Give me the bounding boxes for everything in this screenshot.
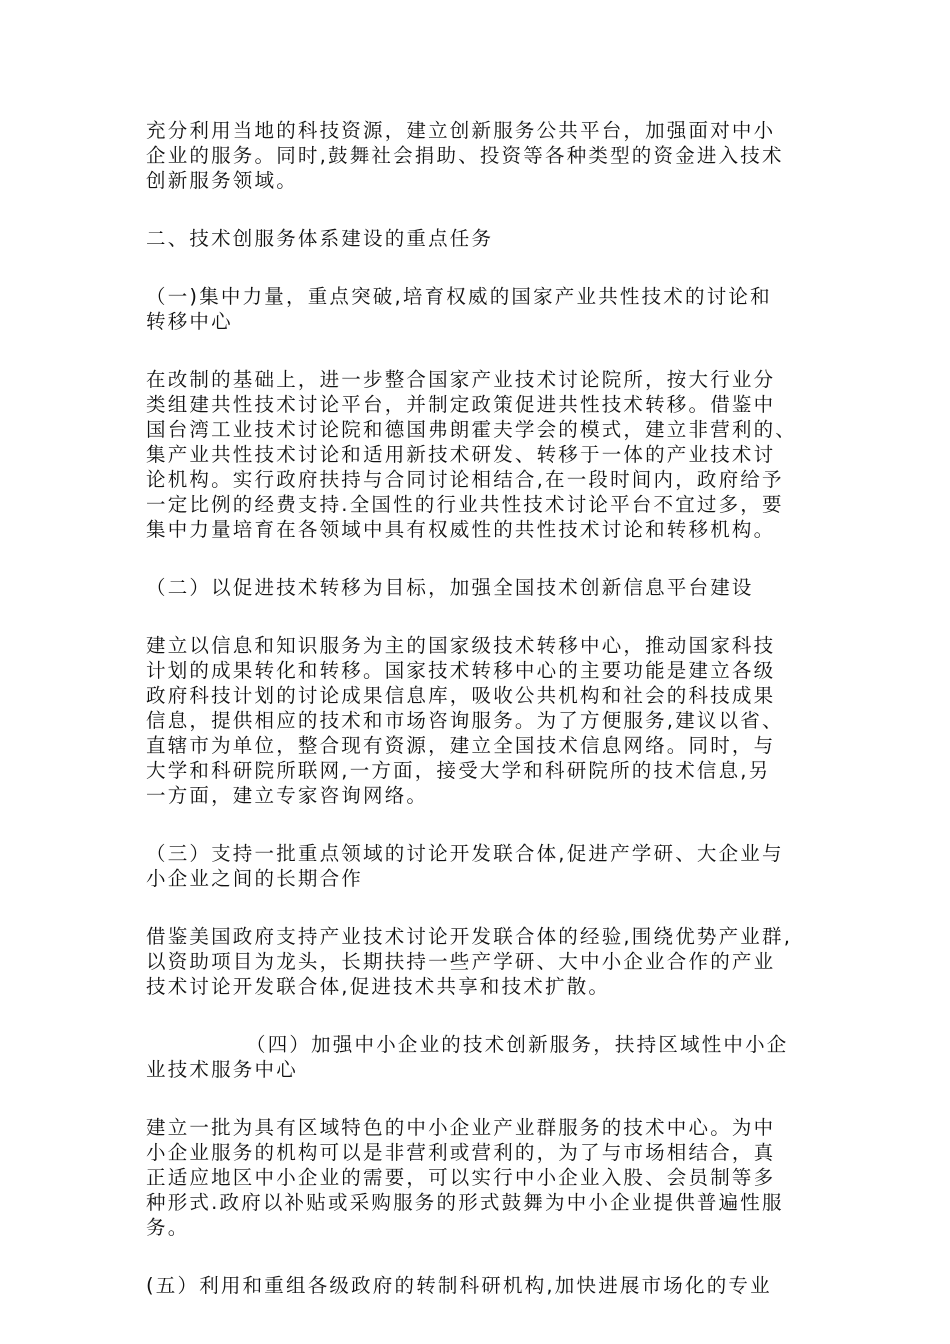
subsection-body-3	[146, 924, 814, 999]
text-line: 论机构。实行政府扶持与合同讨论相结合,在一段时间内，政府给予	[146, 468, 784, 491]
text-line: 以资助项目为龙头，长期扶持一些产学研、大中小企业合作的产业	[146, 950, 776, 973]
text-line: 充分利用当地的科技资源，建立创新服务公共平台，加强面对中小	[146, 119, 776, 142]
subsection-title-3	[146, 841, 814, 891]
text-line: （二）以促进技术转移为目标，加强全国技术创新信息平台建设	[146, 576, 754, 599]
text-line: 种形式.政府以补贴或采购服务的形式鼓舞为中小企业提供普遍性服	[146, 1191, 784, 1214]
text-line: 信息，提供相应的技术和市场咨询服务。为了方便服务,建议以省、	[146, 709, 784, 732]
text-line: 小企业之间的长期合作	[146, 867, 364, 890]
text-line: 创新服务领域。	[146, 169, 298, 192]
text-line: （三）支持一批重点领域的讨论开发联合体,促进产学研、大企业与	[146, 842, 784, 865]
text-line: 业技术服务中心	[146, 1058, 298, 1081]
subsection-body-4	[146, 1115, 814, 1240]
text-line: (五）利用和重组各级政府的转制科研机构,加快进展市场化的专业	[146, 1274, 772, 1297]
text-line: 务。	[146, 1216, 190, 1239]
document-page	[146, 118, 814, 1298]
text-line: 转移中心	[146, 310, 233, 333]
text-line: 技术讨论开发联合体,促进技术共享和技术扩散。	[146, 975, 611, 998]
text-line: 集产业共性技术讨论和适用新技术研发、转移于一体的产业技术讨	[146, 443, 776, 466]
text-line: 类组建共性技术讨论平台，并制定政策促进共性技术转移。借鉴中	[146, 393, 776, 416]
text-line: （一)集中力量，重点突破,培育权威的国家产业共性技术的讨论和	[146, 285, 772, 308]
heading-text: 二、技术创服务体系建设的重点任务	[146, 227, 494, 250]
text-line: 一方面，建立专家咨询网络。	[146, 784, 429, 807]
text-line: 在改制的基础上，进一步整合国家产业技术讨论院所，按大行业分	[146, 368, 776, 391]
subsection-body-2	[146, 633, 814, 808]
subsection-title-5	[146, 1273, 814, 1298]
text-line: 大学和科研院所联网,一方面，接受大学和科研院所的技术信息,另	[146, 759, 771, 782]
text-line: 直辖市为单位，整合现有资源，建立全国技术信息网络。同时，与	[146, 734, 776, 757]
section-heading	[146, 226, 814, 251]
text-line: 一定比例的经费支持.全国性的行业共性技术讨论平台不宜过多，要	[146, 493, 784, 516]
text-line: 小企业服务的机构可以是非营利或营利的，为了与市场相结合，真	[146, 1141, 776, 1164]
text-line: 正适应地区中小企业的需要，可以实行中小企业入股、会员制等多	[146, 1166, 776, 1189]
text-line: 集中力量培育在各领域中具有权威性的共性技术讨论和转移机构。	[146, 518, 776, 541]
text-line: （四）加强中小企业的技术创新服务，扶持区域性中小企	[246, 1033, 789, 1056]
subsection-title-4	[146, 1032, 814, 1082]
text-line: 建立以信息和知识服务为主的国家级技术转移中心，推动国家科技	[146, 634, 776, 657]
text-line: 建立一批为具有区域特色的中小企业产业群服务的技术中心。为中	[146, 1116, 776, 1139]
subsection-title-2	[146, 575, 814, 600]
text-line: 借鉴美国政府支持产业技术讨论开发联合体的经验,围绕优势产业群,	[146, 925, 793, 948]
paragraph-intro	[146, 118, 814, 193]
subsection-title-1	[146, 284, 814, 334]
text-line: 政府科技计划的讨论成果信息库，吸收公共机构和社会的科技成果	[146, 684, 776, 707]
text-line: 计划的成果转化和转移。国家技术转移中心的主要功能是建立各级	[146, 659, 776, 682]
text-line: 国台湾工业技术讨论院和德国弗朗霍夫学会的模式，建立非营利的、	[146, 418, 798, 441]
subsection-body-1	[146, 367, 814, 542]
text-line: 企业的服务。同时,鼓舞社会捐助、投资等各种类型的资金进入技术	[146, 144, 784, 167]
